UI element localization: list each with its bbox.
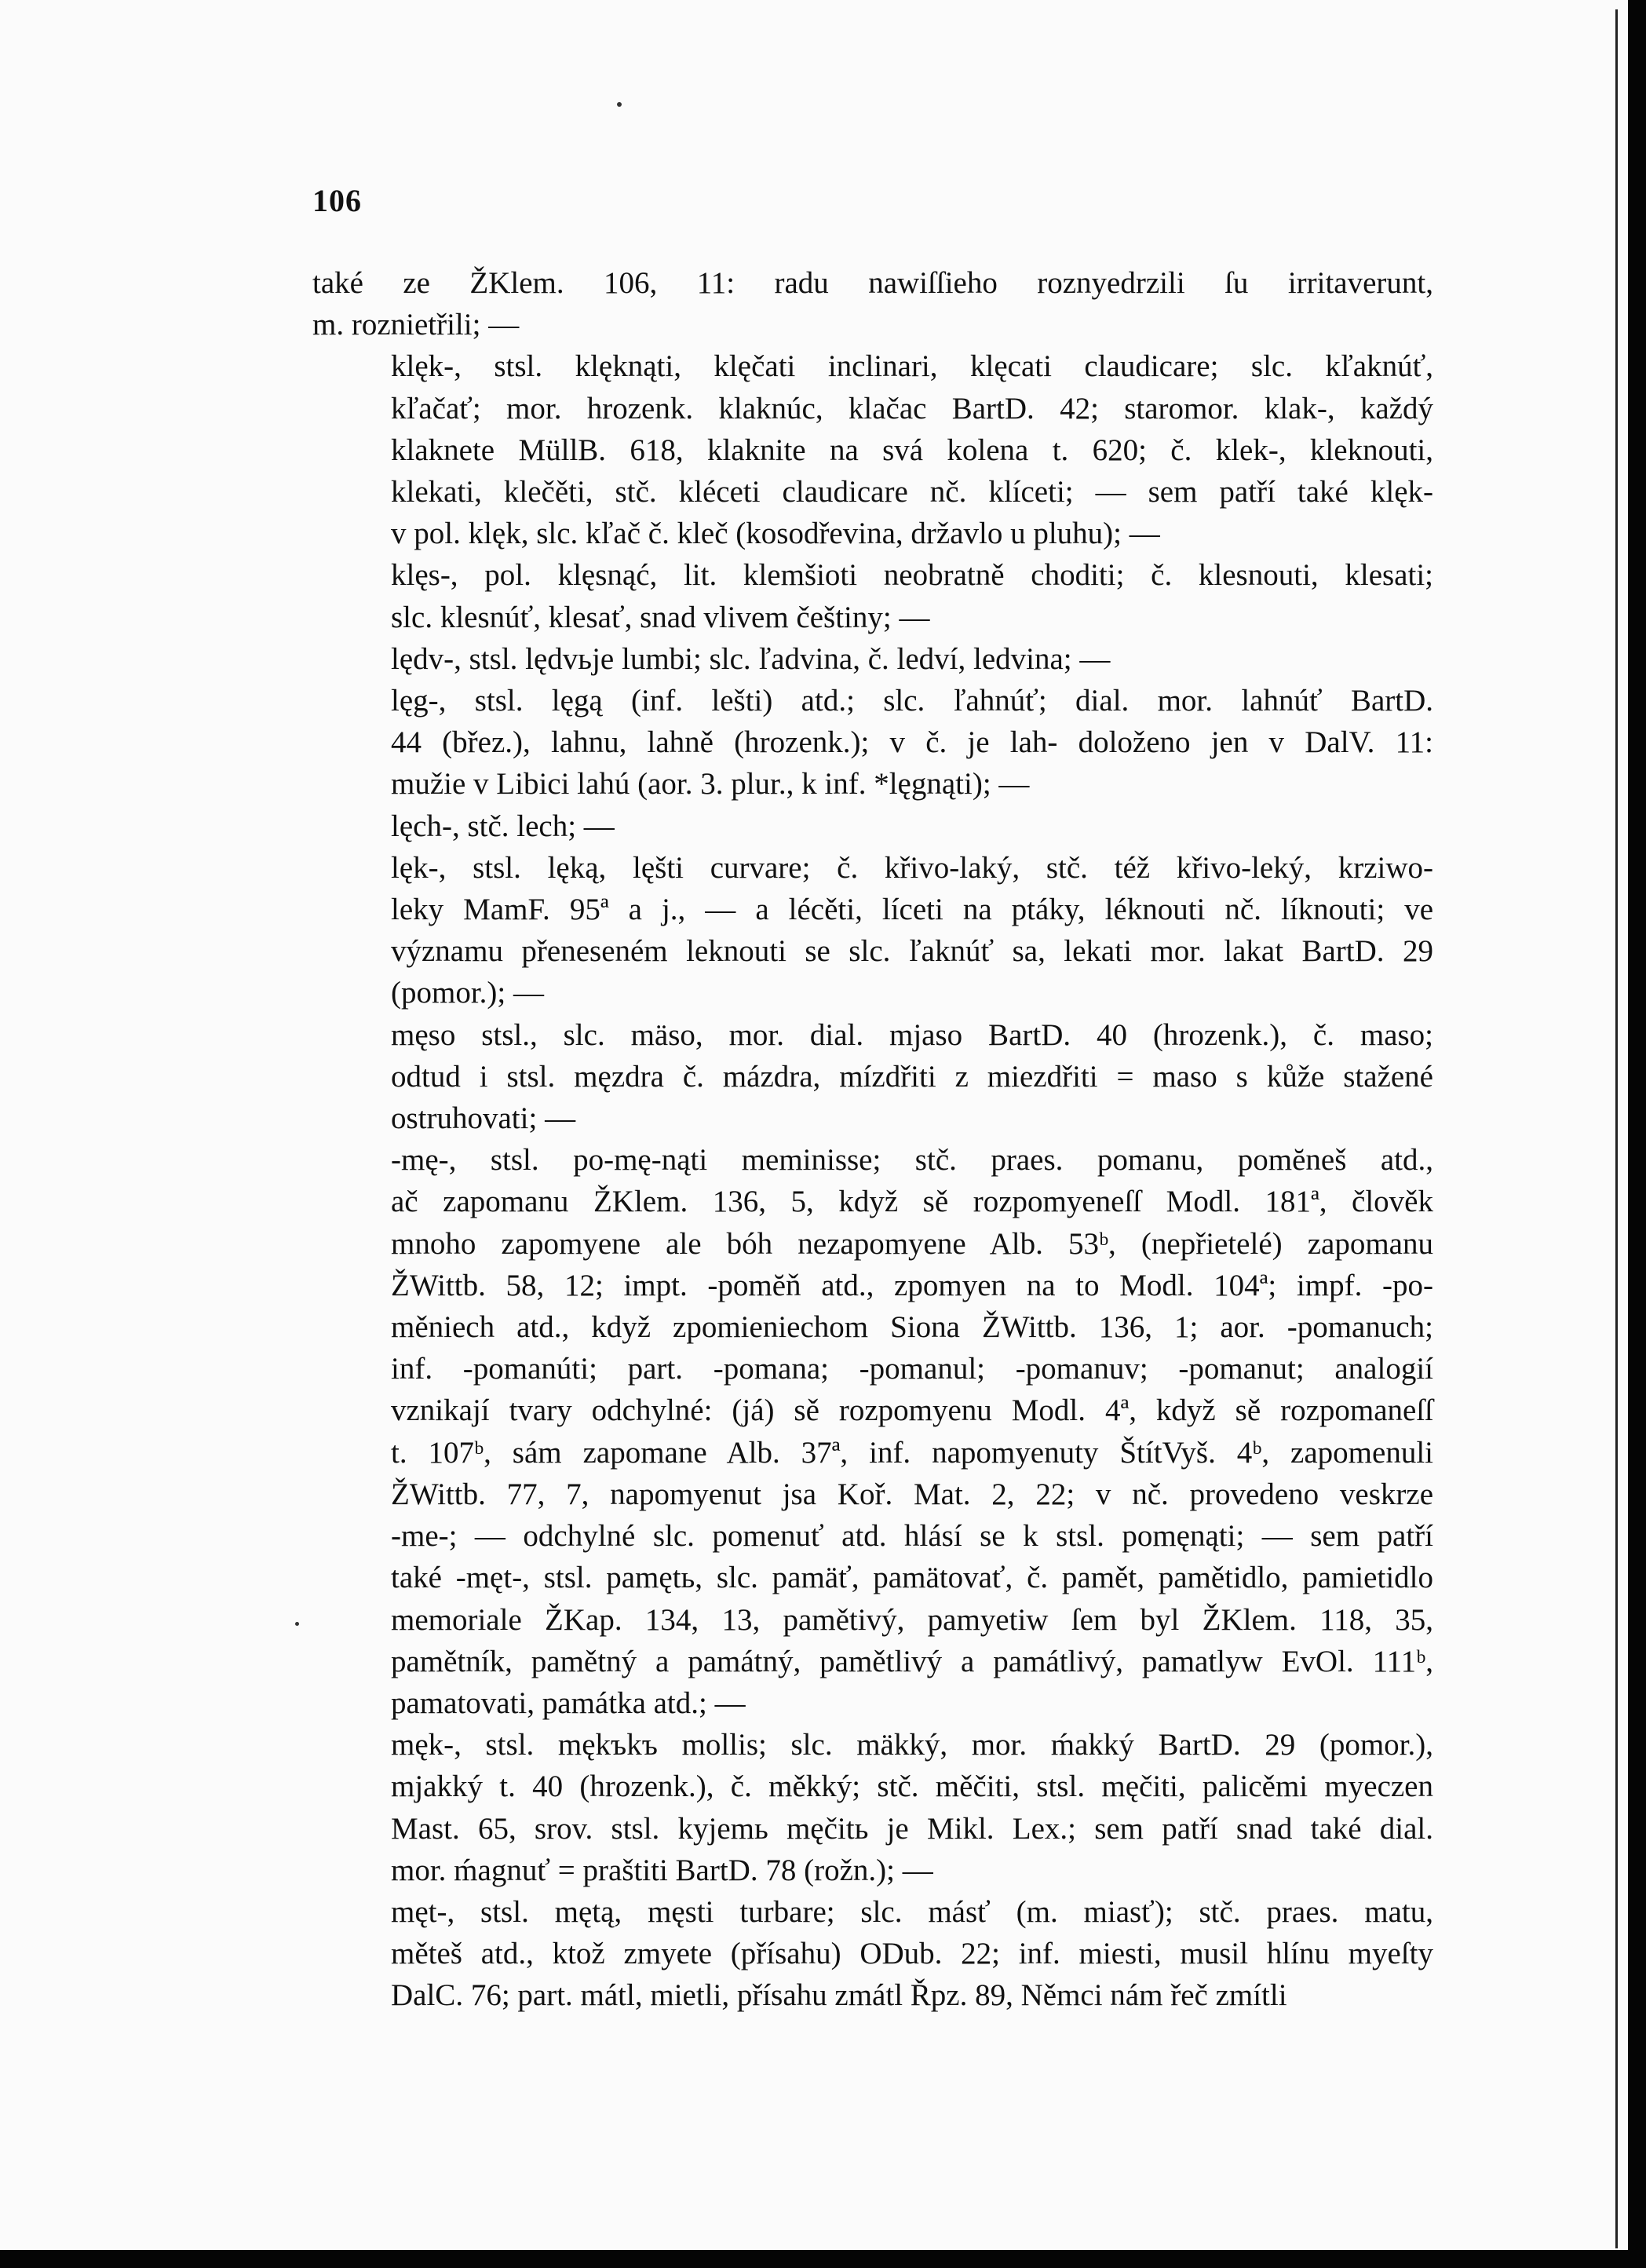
text-line: t. 107ᵇ, sám zapomane Alb. 37ª, inf. napomyenuty ŠtítVyš. 4ᵇ, zapomenuli: [391, 1435, 1433, 1470]
text-line: lęch-, stč. lech; —: [391, 809, 615, 843]
text-line: DalC. 76; part. mátl, mietli, přísahu zmátl Řpz. 89, Němci nám řeč zmítli: [391, 1978, 1287, 2013]
text-line: kľačať; mor. hrozenk. klaknúc, klačac BartD. 42; staromor. klak-, každý: [391, 391, 1433, 425]
text-line: klaknete MüllB. 618, klaknite na svá kolena t. 620; č. klek-, kleknouti,: [391, 433, 1433, 467]
text-line: pamatovati, památka atd.; —: [391, 1685, 746, 1720]
text-line: memoriale ŽKap. 134, 13, pamětivý, pamyetiw ſem byl ŽKlem. 118, 35,: [391, 1602, 1433, 1637]
scan-border-right: [1628, 0, 1646, 2268]
entry-paragraph: [312, 638, 1433, 680]
text-line: lęg-, stsl. lęgą (inf. lešti) atd.; slc. ľahnúť; dial. mor. lahnúť BartD.: [391, 684, 1433, 718]
entry-paragraph: [312, 1724, 1433, 1891]
text-line: klęk-, stsl. klęknąti, klęčati inclinari, klęcati claudicare; slc. kľaknúť,: [391, 349, 1433, 384]
dictionary-body-text: [312, 262, 1433, 2017]
text-line: ŽWittb. 77, 7, napomyenut jsa Koř. Mat. 2, 22; v nč. provedeno veskrze: [391, 1477, 1433, 1511]
scan-border-line: [1615, 9, 1618, 2248]
text-line: lędv-, stsl. lędvьje lumbi; slc. ľadvina, č. ledví, ledvina; —: [391, 641, 1111, 676]
entry-paragraph: [312, 1891, 1433, 2017]
text-line: męt-, stsl. mętą, męsti turbare; slc. másť (m. miasť); stč. praes. matu,: [391, 1894, 1433, 1929]
text-line: Mast. 65, srov. stsl. kyjemь męčitь je Mikl. Lex.; sem patří snad také dial.: [391, 1811, 1433, 1846]
text-line: -mę-, stsl. po-mę-nąti meminisse; stč. praes. pomanu, pomĕneš atd.,: [391, 1143, 1433, 1178]
text-line: 44 (břez.), lahnu, lahně (hrozenk.); v č. je lah- doloženo jen v DalV. 11:: [391, 725, 1433, 760]
text-line: také -męt-, stsl. pamętь, slc. pamäť, pamätovať, č. pamět, pamětidlo, pamietidlo: [391, 1561, 1433, 1595]
entry-paragraph: [312, 345, 1433, 554]
text-line: ač zapomanu ŽKlem. 136, 5, když sě rozpomyeneſſ Modl. 181ª, člověk: [391, 1185, 1433, 1219]
scan-speck: [617, 102, 622, 107]
text-line: -me-; — odchylné slc. pomenuť atd. hlásí se k stsl. pomęnąti; — sem patří: [391, 1519, 1433, 1554]
text-line: m. roznietřili; —: [312, 308, 520, 342]
entry-paragraph: [312, 1014, 1433, 1140]
page-number: 106: [312, 183, 362, 218]
text-line: ostruhovati; —: [391, 1101, 576, 1136]
text-line: ŽWittb. 58, 12; impt. -pomĕň atd., zpomyen na to Modl. 104ª; impf. -po-: [391, 1268, 1433, 1302]
text-line: męk-, stsl. mękъkъ mollis; slc. mäkký, mor. ḿakký BartD. 29 (pomor.),: [391, 1728, 1433, 1762]
text-line: vznikají tvary odchylné: (já) sě rozpomyenu Modl. 4ª, když sě rozpomaneſſ: [391, 1393, 1433, 1428]
text-line: lęk-, stsl. lęką, lęšti curvare; č. křivo-laký, stč. též křivo-leký, krziwo-: [391, 850, 1433, 885]
entry-paragraph: [312, 1139, 1433, 1724]
text-line: (pomor.); —: [391, 976, 544, 1010]
text-line: v pol. klęk, slc. kľač č. kleč (kosodřevina, državlo u pluhu); —: [391, 517, 1160, 551]
text-line: mnoho zapomyene ale bóh nezapomyene Alb. 53ᵇ, (nepřietelé) zapomanu: [391, 1226, 1433, 1261]
entry-paragraph: [312, 680, 1433, 805]
scan-speck: [295, 1622, 299, 1626]
text-line: měniech atd., když zpomieniechom Siona ŽWittb. 136, 1; aor. -pomanuch;: [391, 1310, 1433, 1345]
text-line: mužie v Libici lahú (aor. 3. plur., k inf. *lęgnąti); —: [391, 767, 1030, 802]
scan-border-bottom: [0, 2250, 1646, 2268]
text-line: klęs-, pol. klęsnąć, lit. klemšioti neobratně choditi; č. klesnouti, klesati;: [391, 558, 1433, 593]
text-line: mjakký t. 40 (hrozenk.), č. měkký; stč. měčiti, stsl. męčiti, palicěmi myeczen: [391, 1769, 1433, 1804]
entry-paragraph: [312, 262, 1433, 345]
text-line: mor. ḿagnuť = praštiti BartD. 78 (rožn.); —: [391, 1853, 933, 1887]
text-line: také ze ŽKlem. 106, 11: radu nawiſſieho roznyedrzili ſu irritaverunt,: [312, 266, 1433, 300]
text-line: slc. klesnúť, klesať, snad vlivem češtiny; —: [391, 600, 930, 634]
text-line: leky MamF. 95ª a j., — a lécěti, líceti na ptáky, léknouti nč. líknouti; ve: [391, 893, 1433, 927]
text-line: odtud i stsl. męzdra č. mázdra, mízdřiti z miezdřiti = maso s kůže stažené: [391, 1059, 1433, 1094]
text-line: pamětník, pamětný a památný, pamětlivý a památlivý, pamatlyw EvOl. 111ᵇ,: [391, 1644, 1433, 1678]
text-line: klekati, klečěti, stč. kléceti claudicare nč. klíceti; — sem patří také klęk-: [391, 475, 1433, 509]
text-line: měteš atd., ktož zmyete (přísahu) ODub. 22; inf. miesti, musil hlínu myeſty: [391, 1937, 1433, 1971]
text-line: významu přeneseném leknouti se slc. ľaknúť sa, lekati mor. lakat BartD. 29: [391, 934, 1433, 969]
text-line: męso stsl., slc. mäso, mor. dial. mjaso BartD. 40 (hrozenk.), č. maso;: [391, 1017, 1433, 1052]
entry-paragraph: [312, 805, 1433, 847]
entry-paragraph: [312, 554, 1433, 637]
entry-paragraph: [312, 847, 1433, 1014]
text-line: inf. -pomanúti; part. -pomana; -pomanul; -pomanuv; -pomanut; analogií: [391, 1352, 1433, 1386]
